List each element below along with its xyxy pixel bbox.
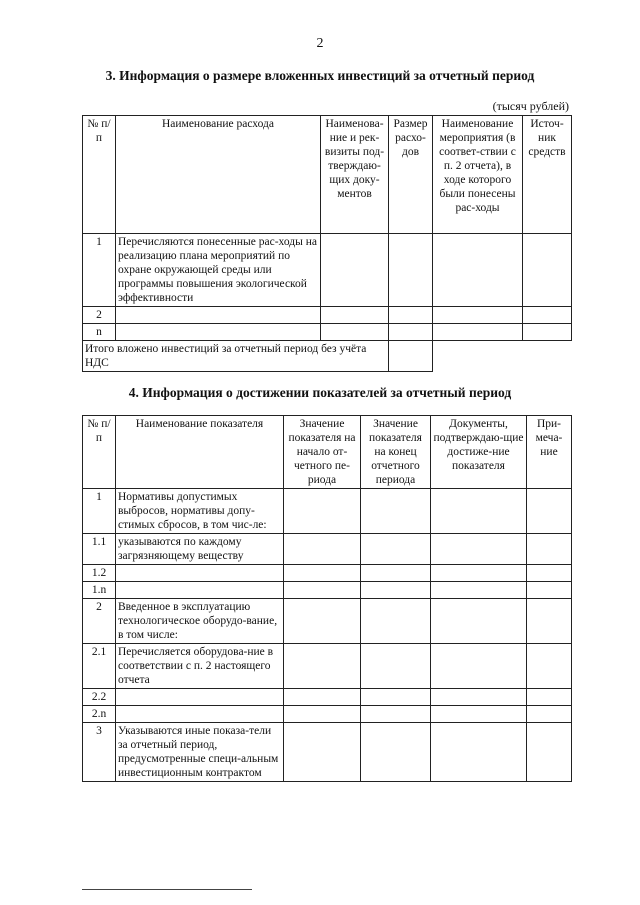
row-name [116, 706, 284, 723]
row-num: 1.n [83, 582, 116, 599]
section4-title: 4. Информация о достижении показателей за отчетный период [128, 385, 512, 400]
row-num: 2.1 [83, 644, 116, 689]
table-row [83, 489, 572, 534]
table-row [83, 644, 572, 689]
page-number: 2 [316, 36, 324, 51]
total-label: Итого вложено инвестиций за отчетный период без учёта НДС [83, 341, 389, 372]
table-row [83, 706, 572, 723]
table-header-row [83, 416, 572, 489]
row-name [116, 565, 284, 582]
row-num: 2 [83, 599, 116, 644]
row-name: Введенное в эксплуатацию технологическое оборудо-вание, в том числе: [116, 599, 284, 644]
header-end-value: Значение показателя на конец отчетного периода [361, 416, 431, 489]
investments-table [82, 115, 572, 372]
table-row [83, 723, 572, 782]
row-num: 1 [83, 234, 116, 307]
row-name: Нормативы допустимых выбросов, нормативы допу-стимых сбросов, в том чис-ле: [116, 489, 284, 534]
row-num: 1 [83, 489, 116, 534]
indicators-table [82, 415, 572, 782]
header-note: При-меча-ние [527, 416, 572, 489]
table-row [83, 307, 572, 324]
section3-title: 3. Информация о размере вложенных инвестиций за отчетный период [105, 68, 535, 83]
header-documents: Наименова-ние и рек-визиты под-тверждаю-щих доку-ментов [321, 116, 389, 234]
row-name [116, 307, 321, 324]
table-row [83, 534, 572, 565]
row-num: 2.2 [83, 689, 116, 706]
row-name: Перечисляется оборудова-ние в соответствии с п. 2 настоящего отчета [116, 644, 284, 689]
row-name: Указываются иные показа-тели за отчетный период, предусмотренные специ-альным инвестиционным контрактом [116, 723, 284, 782]
row-num: 1.1 [83, 534, 116, 565]
header-amount: Размер расхо-дов [389, 116, 433, 234]
row-num: 1.2 [83, 565, 116, 582]
table-row [83, 565, 572, 582]
row-num: 2 [83, 307, 116, 324]
table-row [83, 234, 572, 307]
row-num: 2.n [83, 706, 116, 723]
header-indicator-name: Наименование показателя [116, 416, 284, 489]
table-row [83, 689, 572, 706]
row-num: n [83, 324, 116, 341]
header-source: Источ-ник средств [523, 116, 572, 234]
row-num: 3 [83, 723, 116, 782]
row-name [116, 582, 284, 599]
row-name [116, 324, 321, 341]
table-header-row [83, 116, 572, 234]
table-row [83, 324, 572, 341]
table-row [83, 599, 572, 644]
header-start-value: Значение показателя на начало от-четного пе-риода [284, 416, 361, 489]
row-name: Перечисляются понесенные рас-ходы на реализацию плана мероприятий по охране окружающей среды или программы повышения экологической эффективности [116, 234, 321, 307]
header-num: № п/п [83, 416, 116, 489]
row-name: указываются по каждому загрязняющему веществу [116, 534, 284, 565]
header-expense-name: Наименование расхода [116, 116, 321, 234]
row-name [116, 689, 284, 706]
total-row [83, 341, 572, 372]
unit-label: (тысяч рублей) [492, 99, 569, 113]
header-documents: Документы, подтверждаю-щие достиже-ние показателя [431, 416, 527, 489]
table-row [83, 582, 572, 599]
header-num: № п/п [83, 116, 116, 234]
header-measure: Наименование мероприятия (в соответ-ствии с п. 2 отчета), в ходе которого были понесены рас-ходы [433, 116, 523, 234]
footer-rule [82, 889, 252, 890]
